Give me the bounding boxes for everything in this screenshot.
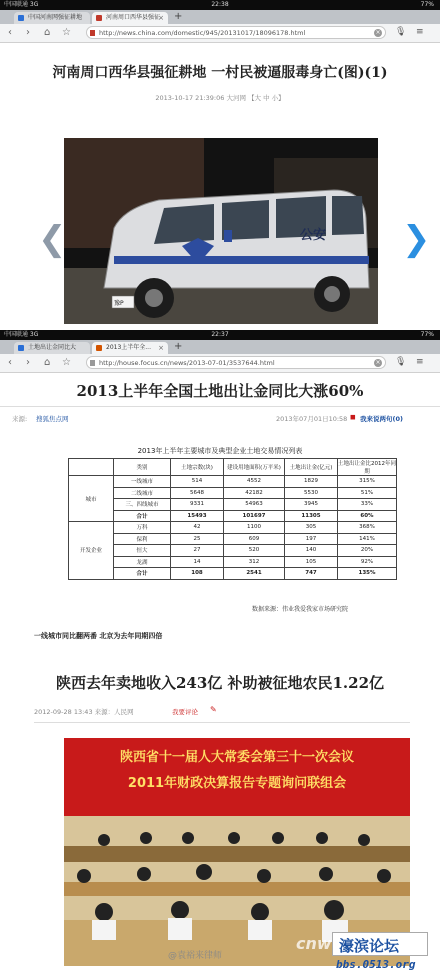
- table-cell: 197: [285, 533, 338, 545]
- article-headline: 河南周口西华县强征耕地 一村民被逼服毒身亡(图)(1): [52, 65, 388, 81]
- table-header-cell: 土地宗数(块): [171, 459, 224, 476]
- table-cell: 二线城市: [114, 487, 171, 499]
- url-field[interactable]: [86, 26, 386, 39]
- group-label: 城市: [69, 476, 114, 522]
- comment-link[interactable]: 我来说两句(0): [360, 415, 403, 423]
- table-cell: 万科: [114, 522, 171, 534]
- new-tab-icon[interactable]: +: [174, 341, 183, 352]
- table-cell: 101697: [224, 510, 285, 522]
- tab-label: 河南周口西华县强征: [106, 14, 161, 21]
- forward-icon[interactable]: ›: [26, 357, 30, 368]
- table-cell: 312: [224, 556, 285, 568]
- source-link[interactable]: 搜狐焦点网: [36, 415, 69, 423]
- tab-label: 中国河南网强征耕地: [28, 14, 83, 21]
- bookmark-icon[interactable]: ☆: [62, 27, 71, 38]
- van-police-lettering: 公安: [300, 228, 327, 243]
- tab-strip: [0, 10, 440, 24]
- close-tab-icon[interactable]: ×: [158, 14, 164, 22]
- comment-link[interactable]: 我要评论: [172, 708, 198, 716]
- battery-text: 77%: [420, 331, 434, 338]
- table-cell: 恒大: [114, 545, 171, 557]
- url-text: http://news.china.com/domestic/945/20131017/18096178.html: [99, 29, 306, 37]
- table-cell: 4552: [224, 476, 285, 488]
- article-headline: 陕西去年卖地收入243亿 补助被征地农民1.22亿: [55, 674, 385, 692]
- prev-image-icon[interactable]: ❮: [38, 219, 67, 259]
- table-cell: 42182: [224, 487, 285, 499]
- group-label: 开发企业: [69, 522, 114, 580]
- favicon-icon: [96, 345, 102, 351]
- bookmark-icon[interactable]: ☆: [62, 357, 71, 368]
- favicon-icon: [96, 15, 102, 21]
- table-cell: 20%: [338, 545, 397, 557]
- forum-logo: [332, 932, 428, 956]
- tab-2[interactable]: [92, 12, 168, 24]
- table-total-row: [69, 568, 397, 580]
- carrier-text: 中国联通 3G: [4, 331, 39, 338]
- table-row: [69, 556, 397, 568]
- tab-2[interactable]: [92, 342, 168, 354]
- url-field[interactable]: [86, 356, 386, 369]
- table-cell: 龙湖: [114, 556, 171, 568]
- comment-icon[interactable]: ◼: [350, 413, 356, 421]
- favicon-icon: [18, 345, 24, 351]
- table-row: [69, 522, 397, 534]
- table-header-cell: 土地出让金(亿元): [285, 459, 338, 476]
- table-cell: 一线城市: [114, 476, 171, 488]
- table-row: [69, 487, 397, 499]
- table-cell: 135%: [338, 568, 397, 580]
- status-bar: [0, 0, 440, 10]
- table-cell: 92%: [338, 556, 397, 568]
- article-headline: 2013上半年全国土地出让金同比大涨60%: [76, 382, 364, 400]
- favicon-icon: [18, 15, 24, 21]
- table-cell: 合计: [114, 568, 171, 580]
- table-header-row: [69, 459, 397, 476]
- address-bar: [0, 24, 440, 43]
- land-sales-table: [68, 458, 397, 580]
- table-cell: 54963: [224, 499, 285, 511]
- table-cell: 305: [285, 522, 338, 534]
- table-cell: 1829: [285, 476, 338, 488]
- source-label: 来源:: [12, 415, 28, 423]
- table-cell: 747: [285, 568, 338, 580]
- microphone-icon[interactable]: 🎙: [395, 357, 407, 367]
- forward-icon[interactable]: ›: [26, 27, 30, 38]
- tab-1[interactable]: [14, 342, 90, 354]
- table-cell: 105: [285, 556, 338, 568]
- url-text: http://house.focus.cn/news/2013-07-01/3537644.html: [99, 359, 275, 367]
- table-cell: 9331: [171, 499, 224, 511]
- license-plate: 豫P: [114, 300, 124, 307]
- divider: [0, 406, 440, 407]
- table-note: 数据来源：伟业我爱我家市场研究院: [252, 606, 349, 613]
- menu-icon[interactable]: ≡: [416, 357, 424, 367]
- table-cell: 保利: [114, 533, 171, 545]
- article-subhead: 一线城市同比翻两番 北京为去年同期四倍: [34, 632, 163, 640]
- weibo-handle: @袁裕来律师: [168, 951, 223, 961]
- banner-line-2: 2011年财政决算报告专题询问联组会: [127, 776, 347, 791]
- article-meta: 2012-09-28 13:43 来源：人民网: [34, 708, 134, 716]
- conference-photo: [64, 738, 410, 816]
- tab-label: 土地出让金同比大: [28, 344, 77, 351]
- tab-label: 2013上半年全...: [106, 344, 151, 351]
- table-cell: 5530: [285, 487, 338, 499]
- table-cell: 25: [171, 533, 224, 545]
- clock-text: 22:38: [211, 1, 229, 8]
- edit-icon[interactable]: ✎: [210, 705, 217, 714]
- article-photo: [64, 138, 378, 324]
- table-title: 2013年上半年主要城市及典型企业土地交易情况列表: [137, 447, 303, 455]
- carrier-text: 中国联通 3G: [4, 1, 39, 8]
- table-cell: 14: [171, 556, 224, 568]
- forum-logo-text: 濠滨论坛: [339, 937, 400, 955]
- table-cell: 3945: [285, 499, 338, 511]
- clock-text: 22:37: [211, 331, 229, 338]
- new-tab-icon[interactable]: +: [174, 11, 183, 22]
- table-cell: 11305: [285, 510, 338, 522]
- table-cell: 15493: [171, 510, 224, 522]
- home-icon[interactable]: ⌂: [44, 27, 51, 38]
- table-cell: 33%: [338, 499, 397, 511]
- table-cell: 1100: [224, 522, 285, 534]
- clear-url-icon[interactable]: ×: [375, 359, 381, 366]
- article-meta: 2013-10-17 21:39:06 大河网 【大 中 小】: [155, 94, 285, 102]
- article-date: 2013年07月01日10:58: [276, 415, 348, 423]
- table-cell: 141%: [338, 533, 397, 545]
- menu-icon[interactable]: ≡: [416, 27, 424, 37]
- table-cell: 合计: [114, 510, 171, 522]
- banner-line-1: 陕西省十一届人大常委会第三十一次会议: [119, 750, 354, 765]
- next-image-icon[interactable]: ❯: [402, 219, 431, 259]
- table-row: [69, 499, 397, 511]
- table-row: [69, 533, 397, 545]
- table-cell: 514: [171, 476, 224, 488]
- photo-watermark: cnw: [296, 934, 332, 953]
- back-icon[interactable]: ‹: [8, 357, 12, 368]
- microphone-icon[interactable]: 🎙: [395, 27, 407, 37]
- table-cell: 27: [171, 545, 224, 557]
- tab-1[interactable]: [14, 12, 90, 24]
- table-cell: 5648: [171, 487, 224, 499]
- address-bar: [0, 354, 440, 373]
- table-header-cell: [69, 459, 114, 476]
- table-cell: 520: [224, 545, 285, 557]
- clear-url-icon[interactable]: ×: [375, 29, 381, 36]
- battery-text: 77%: [420, 1, 434, 8]
- forum-url: bbs.0513.org: [336, 958, 416, 971]
- table-header-cell: 土地出让金比2012年同期: [338, 459, 397, 476]
- divider: [34, 722, 410, 723]
- site-icon: [90, 30, 95, 36]
- table-cell: 108: [171, 568, 224, 580]
- table-row: [69, 476, 397, 488]
- table-header-cell: 建设用地面积(万平米): [224, 459, 285, 476]
- home-icon[interactable]: ⌂: [44, 357, 51, 368]
- close-tab-icon[interactable]: ×: [158, 344, 164, 352]
- table-cell: 51%: [338, 487, 397, 499]
- table-total-row: [69, 510, 397, 522]
- table-cell: 315%: [338, 476, 397, 488]
- table-cell: 609: [224, 533, 285, 545]
- table-cell: 2541: [224, 568, 285, 580]
- table-row: [69, 545, 397, 557]
- tab-strip: [0, 340, 440, 354]
- table-cell: 三、四线城市: [114, 499, 171, 511]
- table-header-cell: 类别: [114, 459, 171, 476]
- table-cell: 140: [285, 545, 338, 557]
- table-cell: 368%: [338, 522, 397, 534]
- site-icon: [90, 360, 95, 366]
- table-cell: 42: [171, 522, 224, 534]
- table-cell: 60%: [338, 510, 397, 522]
- back-icon[interactable]: ‹: [8, 27, 12, 38]
- status-bar: [0, 330, 440, 340]
